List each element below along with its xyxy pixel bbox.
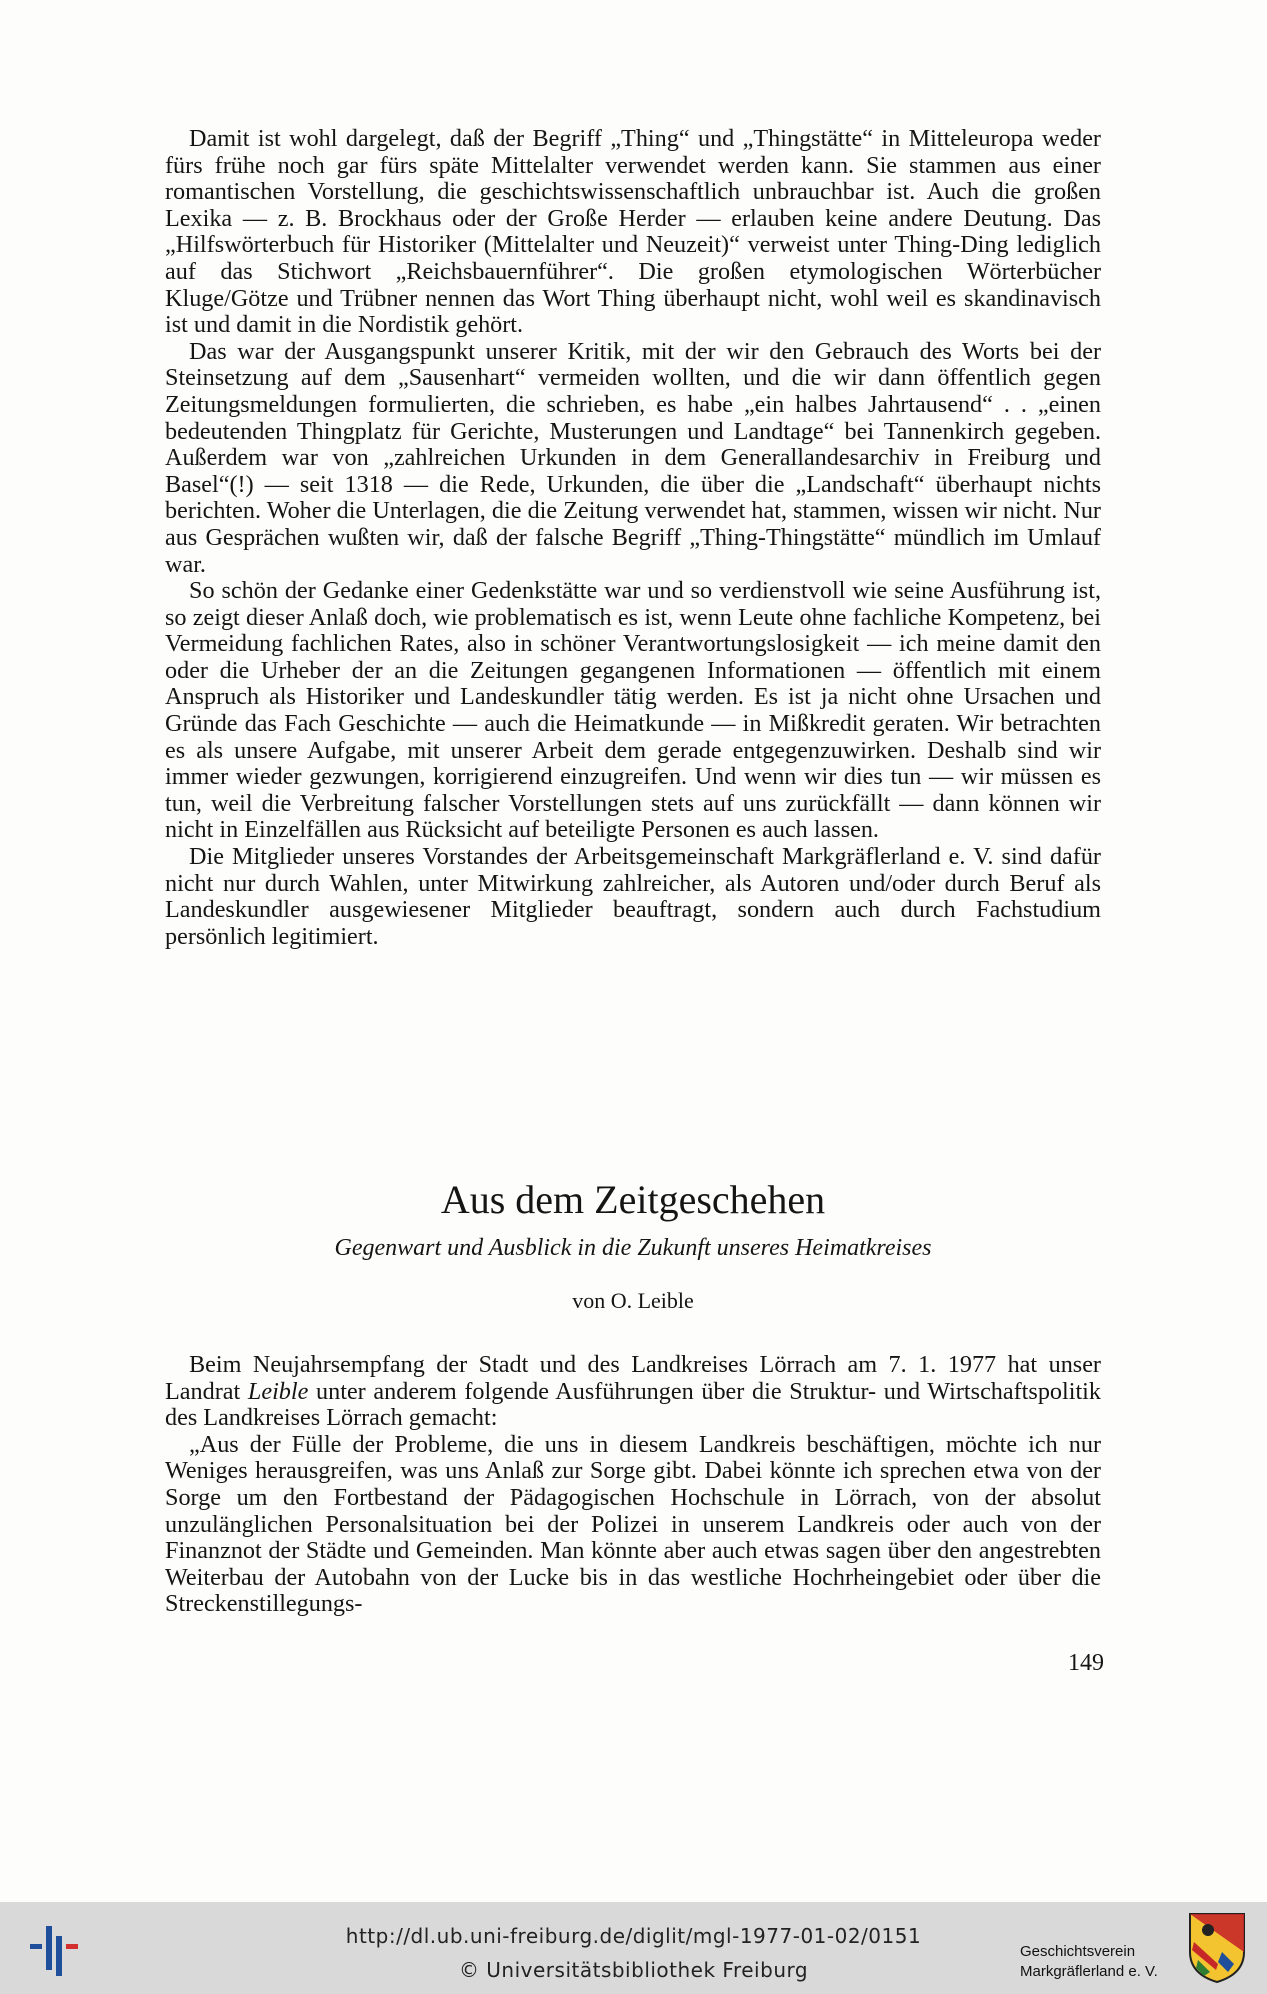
footer-bar <box>0 1902 1267 1994</box>
paragraph: Damit ist wohl dargelegt, daß der Begriff „Thing“ und „Thingstätte“ in Mitteleuropa weder fürs frühe noch gar fürs späte Mittelalter verwendet werden kann. Sie stammen aus einer romantischen Vorstellung, die geschichtswissenschaftlich unbrauchbar ist. Auch die großen Lexika — z. B. Brockhaus oder der Große Herder — erlauben keine andere Deutung. Das „Hilfswörterbuch für Historiker (Mittelalter und Neuzeit)“ verweist unter Thing-Ding lediglich auf das Stichwort „Reichsbauernführer“. Die großen etymologischen Wörterbücher Kluge/Götze und Trübner nennen das Wort Thing überhaupt nicht, wohl weil es skandinavisch ist und damit in die Nordistik gehört. <box>165 125 1101 339</box>
society-line: Markgräflerland e. V. <box>1020 1963 1158 1980</box>
article-title: Aus dem Zeitgeschehen <box>440 1177 826 1222</box>
page-number: 149 <box>1068 1650 1104 1676</box>
text-run: unter anderem folgende Ausführungen über die Struktur- und Wirtschaftspolitik des Landkreises Lörrach gemacht: <box>165 1377 1101 1432</box>
society-line: Geschichtsverein <box>1020 1943 1136 1960</box>
article-subtitle: Gegenwart und Ausblick in die Zukunft unseres Heimatkreises <box>334 1235 932 1261</box>
paragraph <box>165 1352 1101 1432</box>
paragraph: Das war der Ausgangspunkt unserer Kritik, mit der wir den Gebrauch des Worts bei der Steinsetzung auf dem „Sausenhart“ vermeiden wollten, und die wir dann öffentlich gegen Zeitungsmeldungen formulierten, die schrieben, es habe „ein halbes Jahrtausend“ . . „einen bedeutenden Thingplatz für Gerichte, Musterungen und Landtage“ bei Tannenkirch gegeben. Außerdem war von „zahlreichen Urkunden in dem Generallandesarchiv in Freiburg und Basel“(!) — seit 1318 — die Rede, Urkunden, die über die „Landschaft“ überhaupt nichts berichten. Woher die Unterlagen, die die Zeitung verwendet hat, stammen, wissen wir nicht. Nur aus Gesprächen wußten wir, daß der falsche Begriff „Thing-Thingstätte“ mündlich im Umlauf war. <box>165 337 1101 578</box>
society-name <box>1020 1942 1180 1982</box>
italic-name: Leible <box>247 1377 309 1405</box>
paragraph: „Aus der Fülle der Probleme, die uns in diesem Landkreis beschäftigen, möchte ich nur Weniges herausgreifen, was uns Anlaß zur Sorge gibt. Dabei könnte ich sprechen etwa von der Sorge um den Fortbestand der Pädagogischen Hochschule in Lörrach, von der absolut unzulänglichen Personalsituation bei der Polizei in unserem Landkreis oder auch von der Finanznot der Städte und Gemeinden. Man könnte aber auch etwas sagen über den angestrebten Weiterbau der Autobahn von der Lucke bis in das westliche Hochrheingebiet oder über die Streckenstillegungs- <box>165 1430 1101 1618</box>
paragraph: So schön der Gedanke einer Gedenkstätte war und so verdienstvoll wie seine Ausführung ist, so zeigt dieser Anlaß doch, wie problematisch es ist, wenn Leute ohne fachliche Kompetenz, bei Vermeidung fachlichen Rates, also in schöner Verantwortungslosigkeit — ich meine damit den oder die Urheber der an die Zeitungen gegangenen Informationen — öffentlich mit einem Anspruch als Historiker und Landeskundler tätig werden. Es ist ja nicht ohne Ursachen und Gründe das Fach Geschichte — auch die Heimatkunde — in Mißkredit geraten. Wir betrachten es als unsere Aufgabe, mit unserer Arbeit dem gerade entgegenzuwirken. Deshalb sind wir immer wieder gezwungen, korrigierend einzugreifen. Und wenn wir dies tun — wir müssen es tun, weil die Verbreitung falscher Vorstellungen stets auf uns zurückfällt — dann können wir nicht in Einzelfällen aus Rücksicht auf beteiligte Personen es auch lassen. <box>165 577 1101 844</box>
permalink-url[interactable]: http://dl.ub.uni-freiburg.de/diglit/mgl-1977-01-02/0151 <box>345 1924 922 1948</box>
text-section-continued <box>165 126 1101 950</box>
article-body <box>165 1352 1101 1618</box>
copyright-text: © Universitätsbibliothek Freiburg <box>458 1958 809 1982</box>
coat-of-arms-crest-icon[interactable] <box>1188 1912 1246 1984</box>
text-run: Beim Neujahrsempfang der Stadt und des Landkreises Lörrach am 7. 1. 1977 hat unser Landrat <box>165 1351 1101 1405</box>
paragraph: Die Mitglieder unseres Vorstandes der Arbeitsgemeinschaft Markgräflerland e. V. sind dafür nicht nur durch Wahlen, unter Mitwirkung zahlreicher, als Autoren und/oder durch Beruf als Landeskundler ausgewiesener Mitglieder beauftragt, sondern auch durch Fachstudium persönlich legitimiert. <box>165 843 1101 950</box>
article-author: von O. Leible <box>572 1288 694 1313</box>
